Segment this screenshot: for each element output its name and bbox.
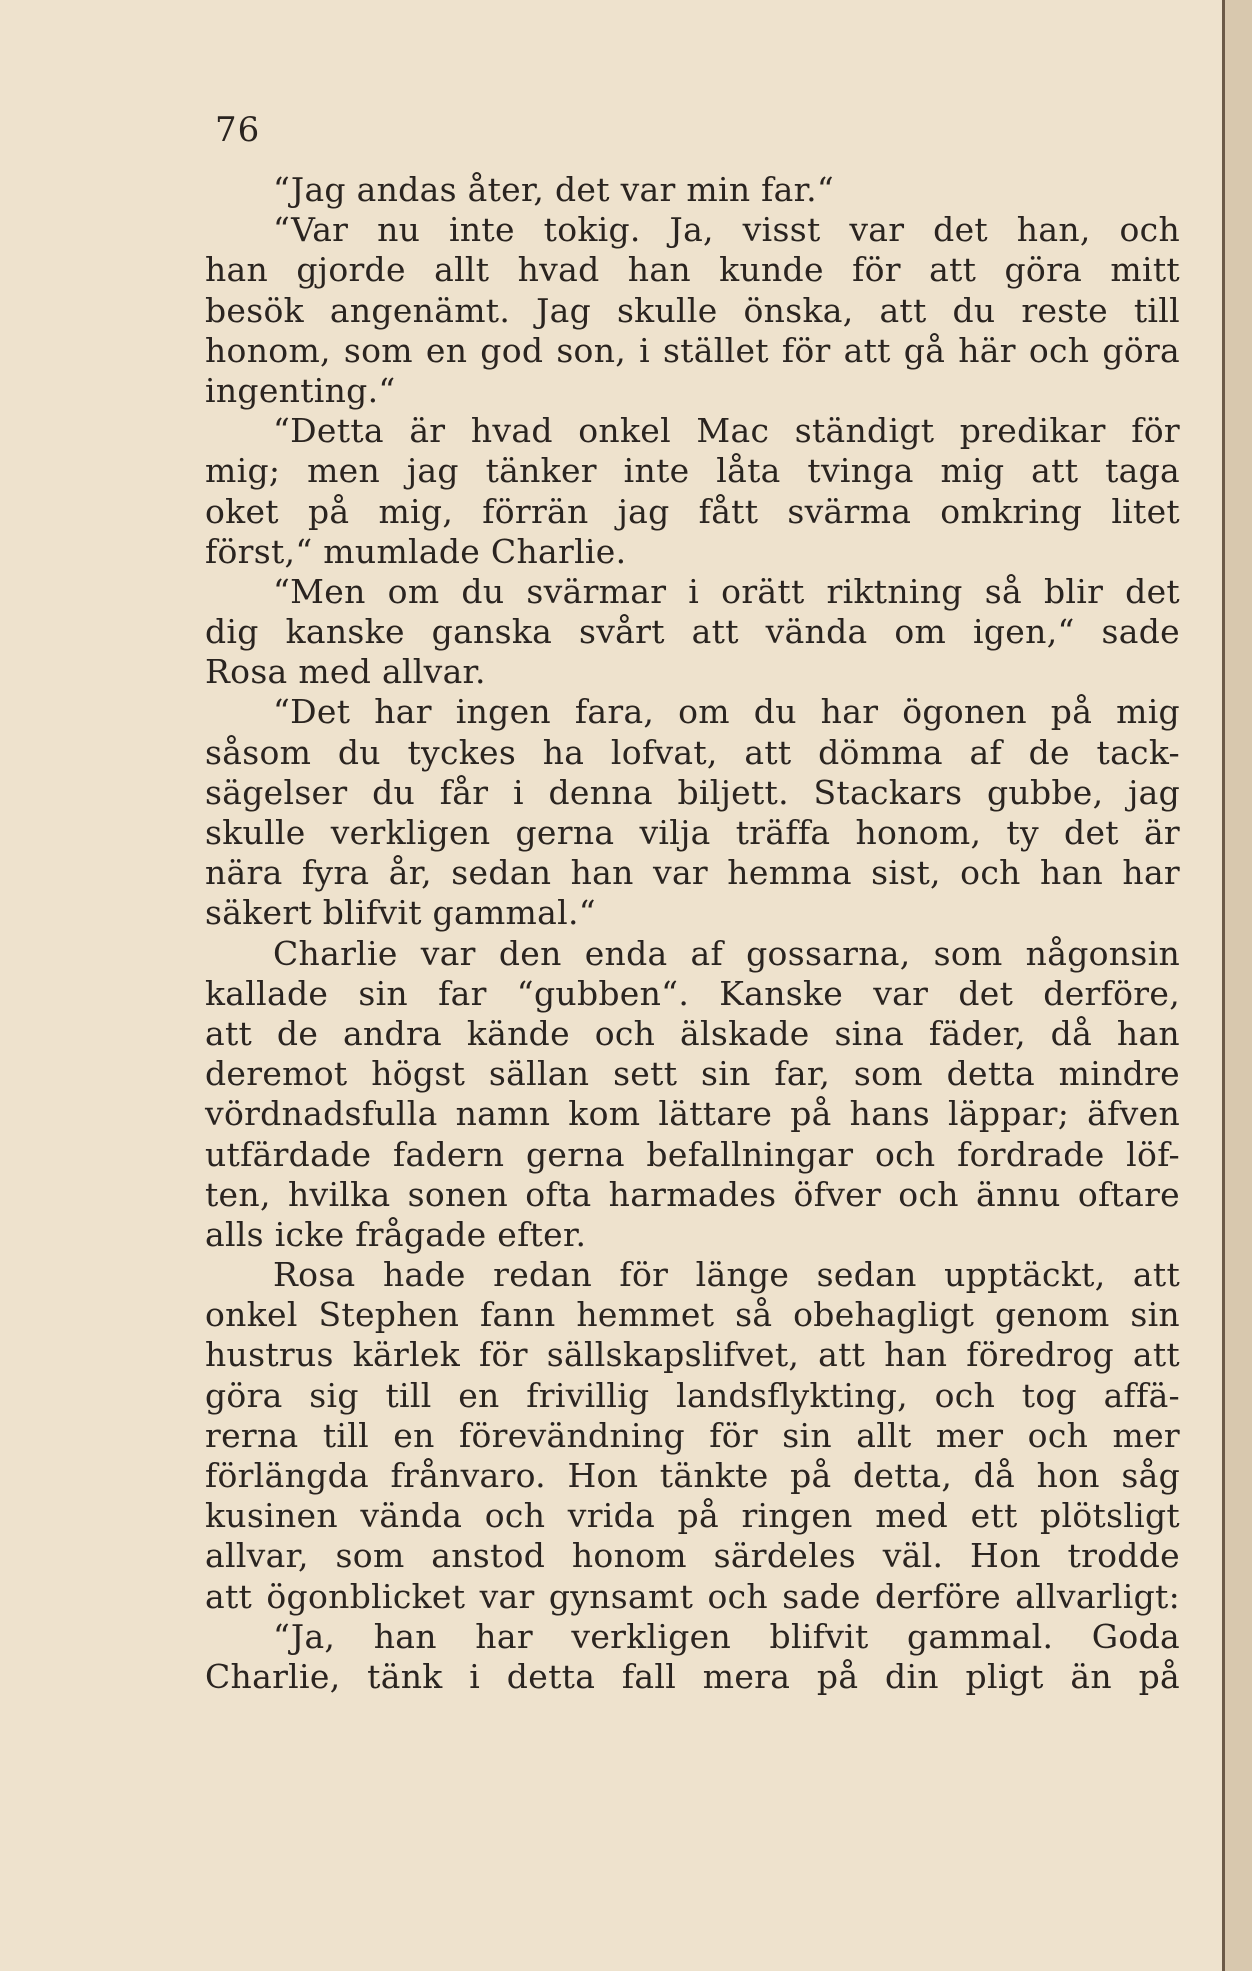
text-line: “Detta är hvad onkel Mac ständigt predikar för xyxy=(273,411,1180,451)
text-line: “Men om du svärmar i orätt riktning så blir det xyxy=(273,571,1180,611)
text-line: nära fyra år, sedan han var hemma sist, och han har xyxy=(205,853,1180,893)
book-gutter xyxy=(1222,0,1252,1971)
text-line: “Var nu inte tokig. Ja, visst var det han, och xyxy=(273,210,1180,250)
text-line: kusinen vända och vrida på ringen med ett plötsligt xyxy=(205,1496,1180,1536)
text-line: oket på mig, förrän jag fått svärma omkring litet xyxy=(205,491,1180,531)
text-line: onkel Stephen fann hemmet så obehagligt genom sin xyxy=(205,1295,1180,1335)
text-line: utfärdade fadern gerna befallningar och fordrade löf- xyxy=(205,1134,1180,1174)
text-line: förlängda frånvaro. Hon tänkte på detta, då hon såg xyxy=(205,1456,1180,1495)
text-line: honom, som en god son, i stället för att gå här och göra xyxy=(205,330,1180,370)
text-line: alls icke frågade efter. xyxy=(205,1214,587,1254)
text-line: Charlie, tänk i detta fall mera på din pligt än på xyxy=(205,1656,1180,1696)
text-line: att ögonblicket var gynsamt och sade derföre allvarligt: xyxy=(205,1576,1180,1616)
body-text xyxy=(205,170,1180,1697)
text-line: ingenting.“ xyxy=(205,370,396,410)
text-line: Rosa hade redan för länge sedan upptäckt, att xyxy=(273,1255,1180,1295)
text-line: Rosa med allvar. xyxy=(205,652,486,692)
text-line: vördnadsfulla namn kom lättare på hans läppar; äfven xyxy=(205,1094,1180,1134)
text-line: såsom du tyckes ha lofvat, att dömma af de tack- xyxy=(205,732,1180,772)
text-line: deremot högst sällan sett sin far, som detta mindre xyxy=(205,1054,1180,1094)
text-line: säkert blifvit gammal.“ xyxy=(205,893,596,933)
text-line: han gjorde allt hvad han kunde för att göra mitt xyxy=(205,250,1180,290)
text-line: först,“ mumlade Charlie. xyxy=(205,531,627,571)
text-line: allvar, som anstod honom särdeles väl. Hon trodde xyxy=(205,1536,1180,1576)
page-number: 76 xyxy=(215,110,261,150)
text-line: sägelser du får i denna biljett. Stackars gubbe, jag xyxy=(205,772,1180,812)
text-line: Charlie var den enda af gossarna, som någonsin xyxy=(273,933,1180,973)
text-line: mig; men jag tänker inte låta tvinga mig att taga xyxy=(205,451,1180,491)
text-line: göra sig till en frivillig landsflykting, och tog affä- xyxy=(205,1375,1180,1415)
text-line: kallade sin far “gubben“. Kanske var det derföre, xyxy=(205,973,1180,1013)
text-line: skulle verkligen gerna vilja träffa honom, ty det är xyxy=(205,813,1180,852)
text-line: besök angenämt. Jag skulle önska, att du reste till xyxy=(205,290,1180,330)
text-line: rerna till en förevändning för sin allt mer och mer xyxy=(205,1415,1180,1455)
text-line: ten, hvilka sonen ofta harmades öfver och ännu oftare xyxy=(205,1174,1180,1214)
text-line: “Jag andas åter, det var min far.“ xyxy=(273,170,835,209)
text-line: hustrus kärlek för sällskapslifvet, att han föredrog att xyxy=(205,1335,1180,1375)
text-line: att de andra kände och älskade sina fäder, då han xyxy=(205,1013,1180,1053)
text-line: dig kanske ganska svårt att vända om igen,“ sade xyxy=(205,612,1180,652)
text-line: “Det har ingen fara, om du har ögonen på mig xyxy=(273,692,1180,732)
text-line: “Ja, han har verkligen blifvit gammal. Goda xyxy=(273,1616,1180,1656)
